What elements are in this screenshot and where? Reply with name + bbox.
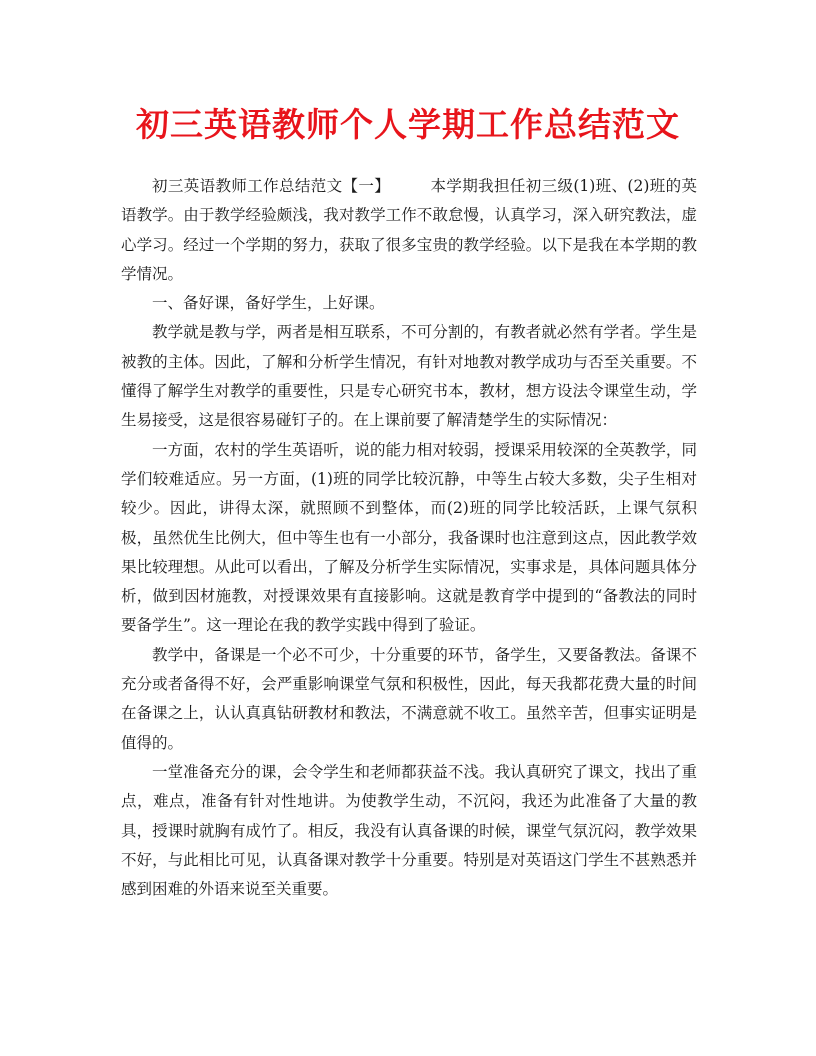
document-body [121, 172, 697, 904]
intro-lead: 初三英语教师工作总结范文【一】 [152, 177, 391, 195]
paragraph: 教学中，备课是一个必不可少，十分重要的环节，备学生，又要备教法。备课不充分或者备得不好，会严重影响课堂气氛和积极性，因此，每天我都花费大量的时间在备课之上，认认真真钻研教材和教法，不满意就不收工。虽然辛苦，但事实证明是值得的。 [121, 645, 697, 752]
paragraph: 教学就是教与学，两者是相互联系，不可分割的，有教者就必然有学者。学生是被教的主体。因此，了解和分析学生情况，有针对地教对教学成功与否至关重要。不懂得了解学生对教学的重要性，只是专心研究书本，教材，想方设法令课堂生动，学生易接受，这是很容易碰钉子的。在上课前要了解清楚学生的实际情况： [121, 323, 697, 430]
paragraph: 一方面，农村的学生英语听，说的能力相对较弱，授课采用较深的全英教学，同学们较难适应。另一方面，(1)班的同学比较沉静，中等生占较大多数，尖子生相对较少。因此，讲得太深，就照顾不到整体，而(2)班的同学比较活跃，上课气氛积极，虽然优生比例大，但中等生也有一小部分，我备课时也注意到这点，因此教学效果比较理想。从此可以看出，了解及分析学生实际情况，实事求是，具体问题具体分析，做到因材施教，对授课效果有直接影响。这就是教育学中提到的“备教法的同时要备学生”。这一理论在我的教学实践中得到了验证。 [121, 440, 697, 635]
intro-paragraph [121, 172, 697, 289]
paragraph: 一堂准备充分的课，会令学生和老师都获益不浅。我认真研究了课文，找出了重点，难点，准备有针对性地讲。为使教学生动，不沉闷，我还为此准备了大量的教具，授课时就胸有成竹了。相反，我没有认真备课的时候，课堂气氛沉闷，教学效果不好，与此相比可见，认真备课对教学十分重要。特别是对英语这门学生不甚熟悉并感到困难的外语来说至关重要。 [121, 762, 697, 899]
document-title: 初三英语教师个人学期工作总结范文 [136, 105, 680, 144]
section-heading-1: 一、备好课，备好学生，上好课。 [152, 294, 385, 313]
intro-text: 本学期我担任初三级(1)班、(2)班的英语教学。由于教学经验颇浅，我对教学工作不敢怠慢，认真学习，深入研究教法，虚心学习。经过一个学期的努力，获取了很多宝贵的教学经验。以下是我在本学期的教学情况。 [121, 177, 697, 283]
